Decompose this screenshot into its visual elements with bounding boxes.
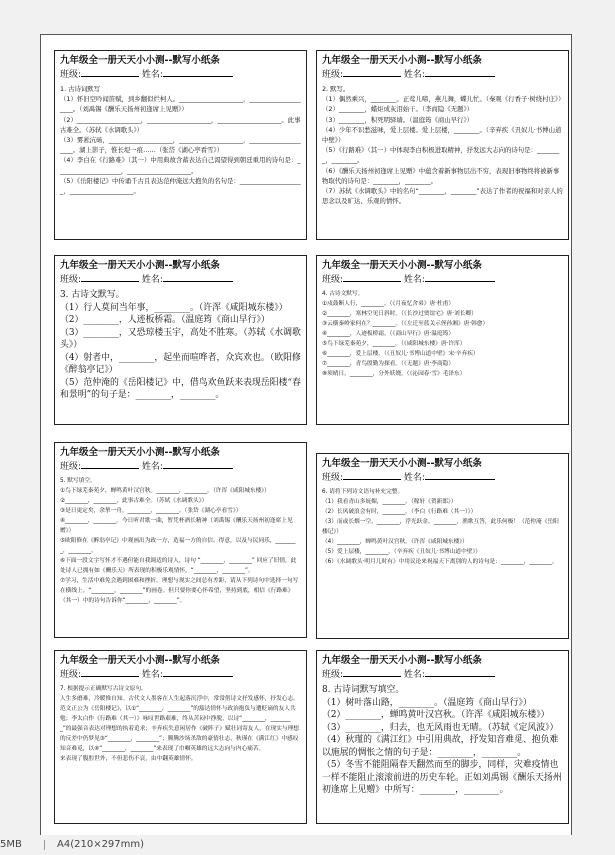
question-line: ②________，寒林空见日斜时。（《长沙过贾谊宅》唐·刘长卿） xyxy=(322,311,477,317)
name-blank xyxy=(425,470,495,480)
question-heading: 5. 默写填空。 xyxy=(60,478,96,484)
class-blank xyxy=(343,67,401,77)
question-line: （4）________，蝉鸣黄叶汉宫秋。（许浑《咸阳城东楼》） xyxy=(322,539,468,545)
question-heading: 8. 古诗词默写填空。 xyxy=(322,685,405,695)
card-meta xyxy=(322,272,563,287)
question-line: ⑦________，青鸟殷勤为探看。（《无题》唐·李商隐） xyxy=(322,361,455,367)
card-body xyxy=(322,684,563,797)
question-heading: 6. 请将下列诗文语句补充完整。 xyxy=(322,489,404,495)
question-line: （1）偶然乘兴，________。正莺儿啼，燕儿舞，蝶儿忙。（秦观《行香子·树绕村庄》） xyxy=(322,95,565,104)
question-line: （5）范仲淹的《岳阳楼记》中，借鸟欢鱼跃来表现岳阳楼“春和景明”的句子是：________，________。 xyxy=(60,377,301,400)
question-line: （5）冬雪不能阻隔春天翻然而至的脚步，同样，灾难疫情也一样不能阻止滚滚前进的历史车轮。正如刘禹锡《酬乐天扬州初逢席上见赠》中所写：________，________。 xyxy=(322,760,562,795)
card-title: 九年级全一册天天小小测--默写小纸条 xyxy=(322,55,482,66)
class-label: 班级: xyxy=(60,670,82,680)
document-page xyxy=(40,34,572,840)
quiz-card-4 xyxy=(316,255,569,425)
class-blank xyxy=(81,272,139,282)
class-label: 班级: xyxy=(322,473,344,483)
name-label: 姓名: xyxy=(403,473,425,483)
class-label: 班级: xyxy=(322,275,344,285)
status-divider xyxy=(44,840,45,850)
class-label: 班级: xyxy=(60,70,82,80)
card-body xyxy=(322,84,563,206)
class-blank xyxy=(81,667,139,677)
question-line: （3）而或长烟一空，________，浮光跃金，________，渔歌互答，此乐何极！（范仲淹《岳阳楼记》） xyxy=(322,519,559,535)
question-line: （6）《水调歌头·明月几时有》中用议论来祝福天下离别的人的诗句是：________，________。 xyxy=(322,559,558,565)
class-label: 班级: xyxy=(60,462,82,472)
question-line: ①戍鼓断人行，________。（《月夜忆舍弟》唐·杜甫） xyxy=(322,301,455,307)
quiz-card-6 xyxy=(316,453,569,639)
question-line: （2）________，蜡炬成灰泪始干。（李商隐《无题》） xyxy=(322,105,474,114)
quiz-card-1 xyxy=(54,50,307,240)
question-line: （2）____________________，____________________，____________________。此事古难全。（苏轼《水调歌头》） xyxy=(60,115,301,134)
card-body xyxy=(322,289,563,379)
name-blank xyxy=(163,667,233,677)
card-meta xyxy=(60,667,301,682)
card-title: 九年级全一册天天小小测--默写小纸条 xyxy=(60,260,220,271)
quiz-card-7 xyxy=(54,650,307,824)
card-meta xyxy=(60,272,301,287)
status-bar xyxy=(0,835,615,855)
question-line: （3）________，归去，也无风雨也无晴。（苏轼《定风波》） xyxy=(322,722,559,733)
question-heading: 4. 古诗文默写。 xyxy=(322,291,364,297)
card-title: 九年级全一册天天小小测--默写小纸条 xyxy=(60,447,220,458)
card-meta xyxy=(322,67,563,82)
question-line: （4）李白在《行路难》（其一）中用典故含蓄表达自己渴望得到朝廷重用的诗句是：____________________，____________________。 xyxy=(60,156,301,175)
question-line: ⑦学习，生活中难免会遇到困难和挫折。理想与现实之间总有差距，请从下列诗句中选择一句写在横线上。“________，________”的画卷。但只要你要心怀希望，坚持到底，相信《行路难》（其一）中的诗句告诉你“________，________”。 xyxy=(60,578,299,604)
question-line: （3）________，又恐琼楼玉宇，高处不胜寒。（苏轼《水调歌头》） xyxy=(60,327,301,350)
name-blank xyxy=(163,67,233,77)
question-line: ①鸟下绿芜秦苑夕，蝉鸣黄叶汉宫秋。________，________。（许浑《咸阳城东楼》） xyxy=(60,488,270,494)
question-line: （1）树叶落山路，________。（温庭筠《商山早行》） xyxy=(322,697,532,708)
name-label: 姓名: xyxy=(403,670,425,680)
question-heading: 1. 古诗词默写 xyxy=(60,85,101,93)
question-line: ⑤欧阳修在《醉翁亭记》中观画出为政一方，造福一方的自信、得意，以及与民同乐，________，________。 xyxy=(60,538,296,554)
question-line: （1）行人莫问当年事，________。（许浑《咸阳城东楼》） xyxy=(60,302,288,313)
quiz-card-8 xyxy=(316,650,569,824)
question-line: （2）________，蝉鸣黄叶汉宫秋。（许浑《咸阳城东楼》） xyxy=(322,710,550,720)
card-meta xyxy=(60,67,301,82)
question-line: 来表现了腹腔世外，不但悲伤不哀，由中翻英雄情怀。 xyxy=(60,756,197,762)
name-blank xyxy=(163,272,233,282)
name-label: 姓名: xyxy=(403,70,425,80)
question-heading: 3. 古诗文默写。 xyxy=(60,290,125,300)
file-size: 5MB xyxy=(0,839,22,850)
class-label: 班级: xyxy=(322,670,344,680)
class-label: 班级: xyxy=(60,275,82,285)
question-line: ⑥下面一段文字写怀才不遇但能自我调适的诗人，诗句 “________，________” 回应了旧情，此处诗人已拥有如《酬乐天》所表现的积极乐观情怀，“________，________”。 xyxy=(60,558,297,574)
question-line: （6）《酬乐天扬州初逢席上见赠》中蕴含着新事物层出不穷，表现旧事物终将被新事物取代的诗句是：________，________。 xyxy=(322,166,560,185)
question-line: ⑥________，爱上层楼。（《丑奴儿·书博山道中壁》宋·辛弃疾） xyxy=(322,351,479,357)
name-blank xyxy=(425,272,495,282)
card-meta xyxy=(322,667,563,682)
card-body xyxy=(60,289,301,402)
card-title: 九年级全一册天天小小测--默写小纸条 xyxy=(60,655,220,666)
card-title: 九年级全一册天天小小测--默写小纸条 xyxy=(322,655,482,666)
name-label: 姓名: xyxy=(141,670,163,680)
quiz-card-3 xyxy=(54,255,307,425)
question-line: ③云横秦岭家何在？________。（《左迁至蓝关示侄孙湘》唐·韩愈） xyxy=(322,321,489,327)
paper-size[interactable]: A4(210×297mm) xyxy=(57,839,145,850)
quiz-card-2 xyxy=(316,50,569,240)
question-line: ⑤鸟下绿芜秦苑夕，________。（《咸阳城东楼》唐·许浑） xyxy=(322,341,466,347)
class-label: 班级: xyxy=(322,70,344,80)
question-line: （4）少年不识愁滋味，爱上层楼。爱上层楼，________。（辛弃疾《丑奴儿·书博山道中壁》） xyxy=(322,125,562,145)
question-line: （3）________，积死明驿墙。（温庭筠《商山早行》） xyxy=(322,115,474,124)
name-blank xyxy=(425,67,495,77)
name-label: 姓名: xyxy=(403,275,425,285)
question-line: （1）我看青山多妩媚，________。（稼轩《贺新郎》） xyxy=(322,499,457,505)
card-body xyxy=(60,476,301,606)
question-line: （5）《岳阳楼记》中传诵千古且表达范仲淹远大抱负的名句是：____________________，____________________。 xyxy=(60,176,301,196)
card-title: 九年级全一册天天小小测--默写小纸条 xyxy=(322,458,482,469)
question-line: （1）怀旧空吟闻笛赋，到乡翻似烂柯人。____________________，____________________。（刘禹锡《酬乐天扬州初逢席上见赠》） xyxy=(60,95,301,114)
name-blank xyxy=(163,459,233,469)
question-line: （2）________，人迹板桥霜。（温庭筠《商山早行》） xyxy=(60,315,270,325)
question-line: ④________，人迹板桥霜。（《商山早行》唐·温庭筠） xyxy=(322,331,455,337)
question-line: （5）《行路难》（其一）中体现李白积极进取精神，抒发远大志向的诗句是：________，________。 xyxy=(322,146,560,165)
question-line: ④________，________。今日听君歌一曲，暂凭杯酒长精神（刘禹锡《酬乐天扬州初逢席上见赠》） xyxy=(60,518,293,534)
question-line: ⑧须晴日，________，分外妖娆。（《沁园春·雪》毛泽东） xyxy=(322,371,466,377)
card-body xyxy=(322,487,563,567)
class-blank xyxy=(343,470,401,480)
question-line: 人生多磨难，冷暖惟自知。古代文人墨客在人生起落沉浮中，常常借诗文抒发感怀，抒发心志。范文正公为《岳阳楼记》，以①“________，________”的豁达情怀与政治抱负与遭贬谪的友人共勉；李太白作《行路难（其一）》咏叹世路艰难，终从苦闷中挣脱，以诗“________，________”的最强音表达对理想的执着追求；辛弃疾失意闲居作《破阵子》赋壮词寄友人，在现实与理想的反差中仍梦见③“________，________”；腾腾沙场杀敌的豪情壮志，秋瑾在《满江红》中感叹知音难觅，以④“________，________”来表现了巾帼英雄的远大志向与内心痛苦。 xyxy=(60,696,299,752)
question-line: （5）爱上层楼，________。（辛弃疾《丑奴儿·书博山道中壁》） xyxy=(322,549,481,555)
name-label: 姓名: xyxy=(141,275,163,285)
question-line: ③是日更定矣，余挈一舟，________，________。（张岱《湖心亭看雪》） xyxy=(60,508,242,514)
class-blank xyxy=(81,459,139,469)
question-line: （4）秋瑾的《满江红》中引用典故，抒发知音难觅、抱负难以施展的惆怅之情的句子是：________，________。 xyxy=(322,735,559,758)
quiz-card-5 xyxy=(54,442,307,638)
question-line: （4）射者中，________，起坐而喧哗者，众宾欢也。（欧阳修《醉翁亭记》） xyxy=(60,352,301,375)
question-line: （7）苏轼《水调歌头》中的名句“________，________”表达了作者的祝福和对亲人的思念以及旷达、乐观的情怀。 xyxy=(322,187,563,206)
question-line: （3）雾凇沆砀，____________________，____________________，____________________。湖上影子，惟长堤一痕……（张岱《湖心亭看雪》） xyxy=(60,136,301,155)
name-label: 姓名: xyxy=(141,462,163,472)
name-blank xyxy=(425,667,495,677)
card-title: 九年级全一册天天小小测--默写小纸条 xyxy=(60,55,220,66)
class-blank xyxy=(343,272,401,282)
card-meta xyxy=(322,470,563,485)
card-body xyxy=(60,84,301,196)
class-blank xyxy=(81,67,139,77)
question-heading: 2. 默写。 xyxy=(322,85,350,93)
name-label: 姓名: xyxy=(141,70,163,80)
question-heading: 7. 根据提示正确默写古诗文原句。 xyxy=(60,686,147,692)
question-line: （2）长风破浪会有时，________。（李白《行路难（其一）》） xyxy=(322,509,477,515)
class-blank xyxy=(343,667,401,677)
card-meta xyxy=(60,459,301,474)
card-title: 九年级全一册天天小小测--默写小纸条 xyxy=(322,260,482,271)
card-body xyxy=(60,684,301,764)
question-line: ②________，________，此事古难全。（苏轼《水调歌头》） xyxy=(60,498,208,504)
